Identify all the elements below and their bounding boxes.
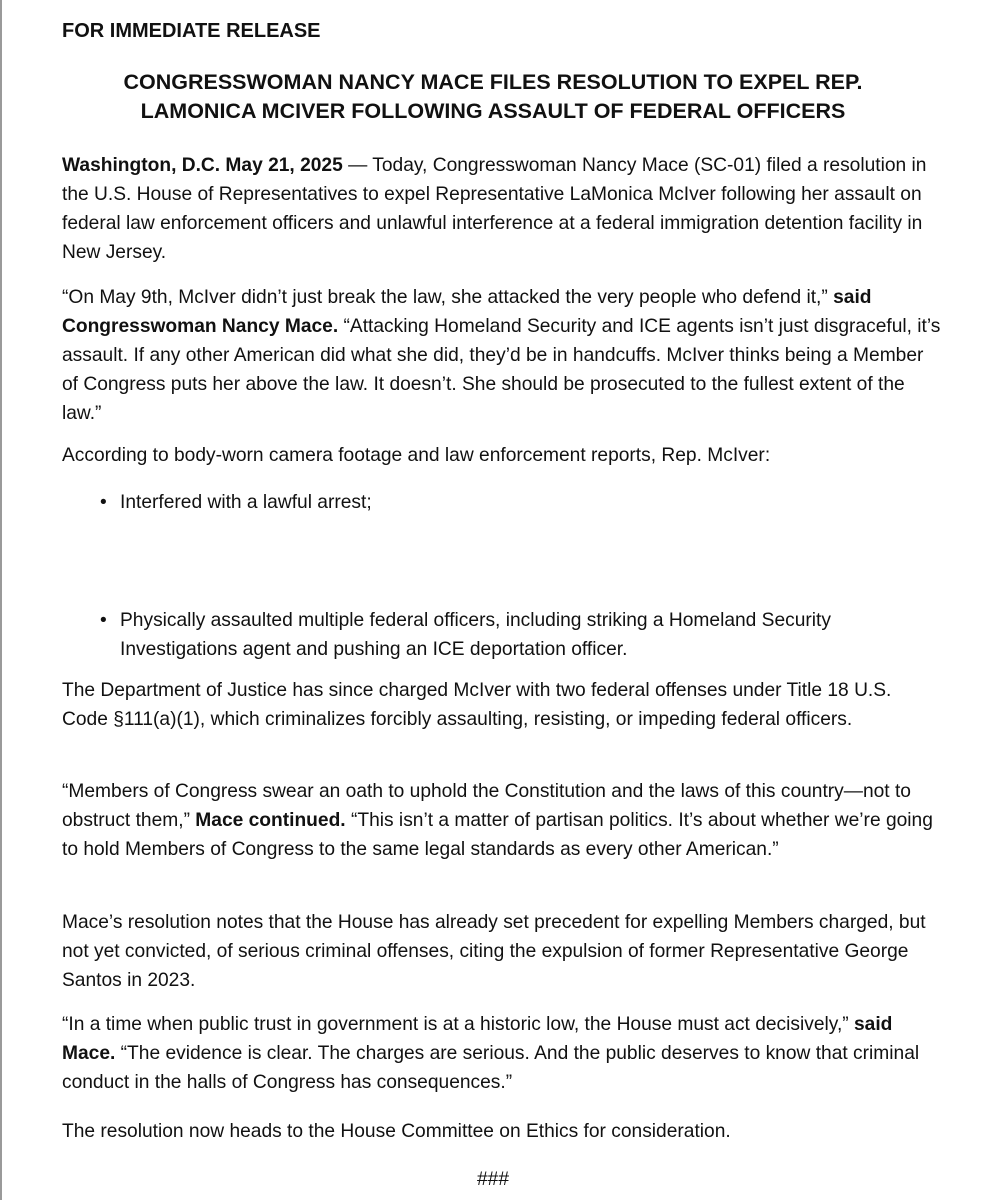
dateline: Washington, D.C. May 21, 2025 bbox=[62, 155, 343, 176]
according-paragraph: According to body-worn camera footage and law enforcement reports, Rep. McIver: bbox=[62, 445, 771, 466]
quote-2-attribution: Mace continued. bbox=[195, 810, 346, 831]
quote-paragraph-2 bbox=[62, 777, 942, 864]
doj-paragraph: The Department of Justice has since charged McIver with two federal offenses under Title 18 U.S. Code §111(a)(1), which criminalizes forcibly assaulting, resisting, or impeding federal officers. bbox=[62, 680, 892, 730]
quote-3-part-2: “The evidence is clear. The charges are serious. And the public deserves to know that criminal conduct in the halls of Congress has consequences.” bbox=[62, 1043, 920, 1093]
quote-2-part-2: “This isn’t a matter of partisan politics. It’s about whether we’re going to hold Members of Congress to the same legal standards as every other American.” bbox=[62, 810, 933, 860]
release-label: FOR IMMEDIATE RELEASE bbox=[62, 20, 321, 42]
list-item: • Interfered with a lawful arrest; bbox=[120, 488, 920, 517]
quote-3-part-1: “In a time when public trust in government is at a historic low, the House must act decisively,” bbox=[62, 1014, 854, 1035]
quote-2-part-1: “Members of Congress swear an oath to uphold the Constitution and the laws of this country—not to obstruct them,” bbox=[62, 781, 911, 831]
quote-1-part-1: “On May 9th, McIver didn’t just break the law, she attacked the very people who defend it,” bbox=[62, 287, 834, 308]
intro-paragraph bbox=[62, 151, 942, 267]
list-item: • Physically assaulted multiple federal officers, including striking a Homeland Security Investigations agent and pushing an ICE deportation officer. bbox=[120, 606, 920, 664]
quote-paragraph-1 bbox=[62, 283, 942, 428]
end-mark: ### bbox=[476, 1169, 509, 1190]
quote-paragraph-3 bbox=[62, 1010, 942, 1097]
intro-text: — Today, Congresswoman Nancy Mace (SC-01) filed a resolution in the U.S. House of Representatives to expel Representative LaMonica McIver following her assault on federal law enforcement officers and unlawful interference at a federal immigration detention facility in New Jersey. bbox=[62, 155, 927, 263]
quote-1-part-2: “Attacking Homeland Security and ICE agents isn’t just disgraceful, it’s assault. If any other American did what she did, they’d be in handcuffs. McIver thinks being a Member of Congress puts her above the law. It doesn’t. She should be prosecuted to the fullest extent of the law.” bbox=[62, 316, 941, 424]
quote-3-attribution: said Mace. bbox=[62, 1014, 893, 1064]
quote-1-attribution: said Congresswoman Nancy Mace. bbox=[62, 287, 872, 337]
headline-line-1: CONGRESSWOMAN NANCY MACE FILES RESOLUTION TO EXPEL REP. bbox=[123, 70, 863, 94]
precedent-paragraph: Mace’s resolution notes that the House has already set precedent for expelling Members charged, but not yet convicted, of serious criminal offenses, citing the expulsion of former Representative George Santos in 2023. bbox=[62, 912, 926, 991]
closing-paragraph: The resolution now heads to the House Committee on Ethics for consideration. bbox=[62, 1121, 731, 1142]
headline-line-2: LAMONICA MCIVER FOLLOWING ASSAULT OF FEDERAL OFFICERS bbox=[140, 99, 846, 123]
